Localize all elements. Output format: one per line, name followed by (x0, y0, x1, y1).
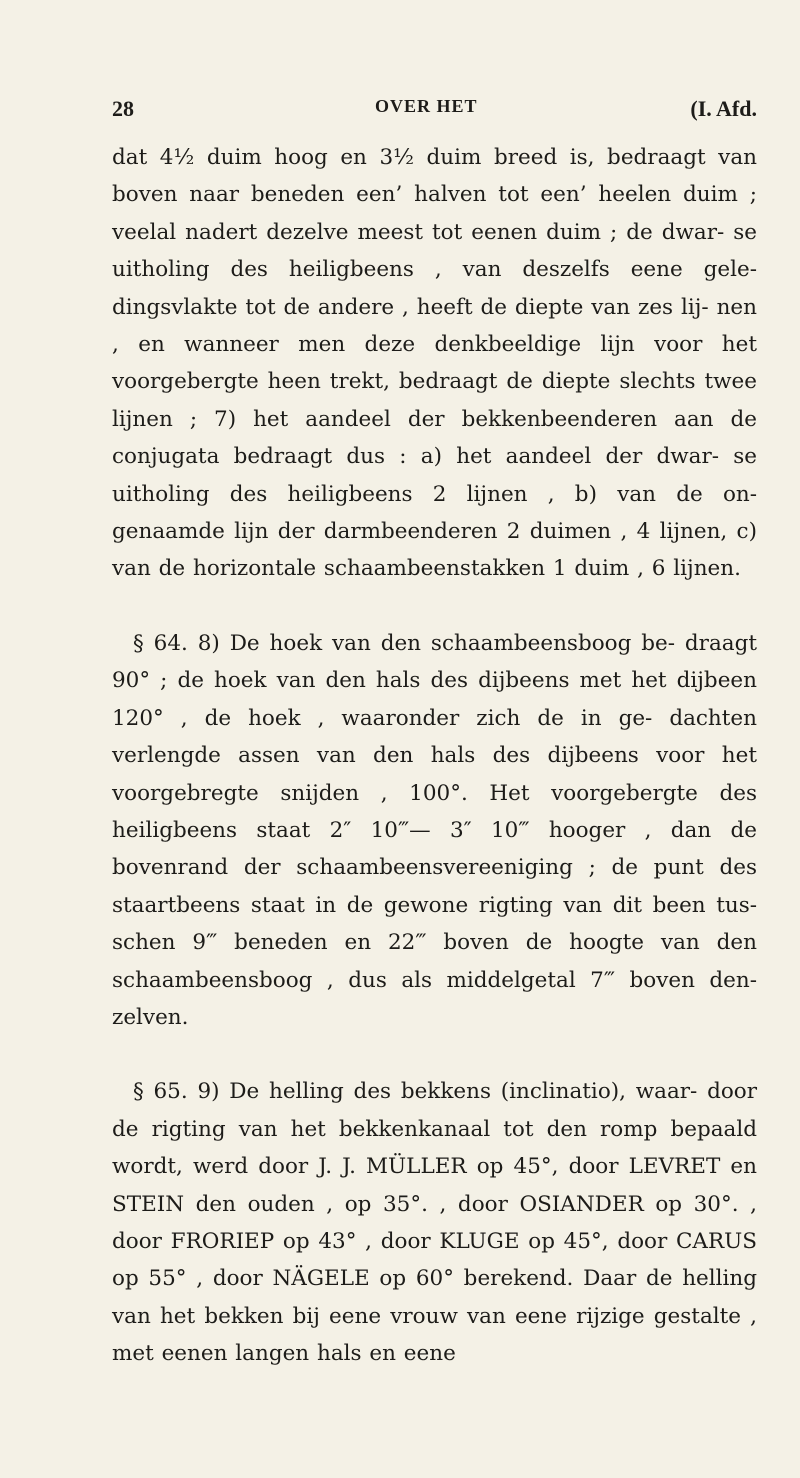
running-title: OVER HET (375, 96, 478, 116)
paragraph-section-65: § 65. 9) De helling des bekkens (inclinatio), waar- door de rigting van het bekkenkanaal tot den romp bepaald wordt, werd door J. J. MÜLLER op 45°, door LEVRET en STEIN den ouden , op 35°. , door OSIANDER op 30°. , door FRORIEP op 43° , door KLUGE op 45°, door CARUS op 55° , door NÄGELE op 60° berekend. Daar de helling van het bekken bij eene vrouw van eene rijzige gestalte , met eenen langen hals en eene (112, 1079, 757, 1367)
paragraph-section-64: § 64. 8) De hoek van den schaambeensboog be- draagt 90° ; de hoek van den hals des dijbeens met het dijbeen 120° , de hoek , waaronder zich de in ge- dachten verlengde assen van den hals des dijbeens voor het voorgebregte snijden , 100°. Het voorgebergte des heiligbeens staat 2″ 10‴— 3″ 10‴ hooger , dan de bovenrand der schaambeensvereeniging ; de punt des staartbeens staat in de gewone rigting van dit been tus- schen 9‴ beneden en 22‴ boven de hoogte van den schaambeensboog , dus als middelgetal 7‴ boven den- zelven. (112, 630, 757, 1030)
paragraph-continuation: dat 4½ duim hoog en 3½ duim breed is, bedraagt van boven naar beneden een’ halven tot een’ heelen duim ; veelal nadert dezelve meest tot eenen duim ; de dwar- se uitholing des heiligbeens , van deszelfs eene gele- dingsvlakte tot de andere , heeft de diepte van zes lij- nen , en wanneer men deze denkbeeldige lijn voor het voorgebergte heen trekt, bedraagt de diepte slechts twee lijnen ; 7) het aandeel der bekkenbeenderen aan de conjugata bedraagt dus : a) het aandeel der dwar- se uitholing des heiligbeens 2 lijnen , b) van de on- genaamde lijn der darmbeenderen 2 duimen , 4 lijnen, c) van de horizontale schaambeenstakken 1 duim , 6 lijnen. (112, 145, 757, 582)
page-number: 28 (112, 96, 134, 121)
section-label: (I. Afd. (690, 96, 757, 121)
running-head (112, 96, 757, 128)
body-text (112, 139, 757, 1373)
